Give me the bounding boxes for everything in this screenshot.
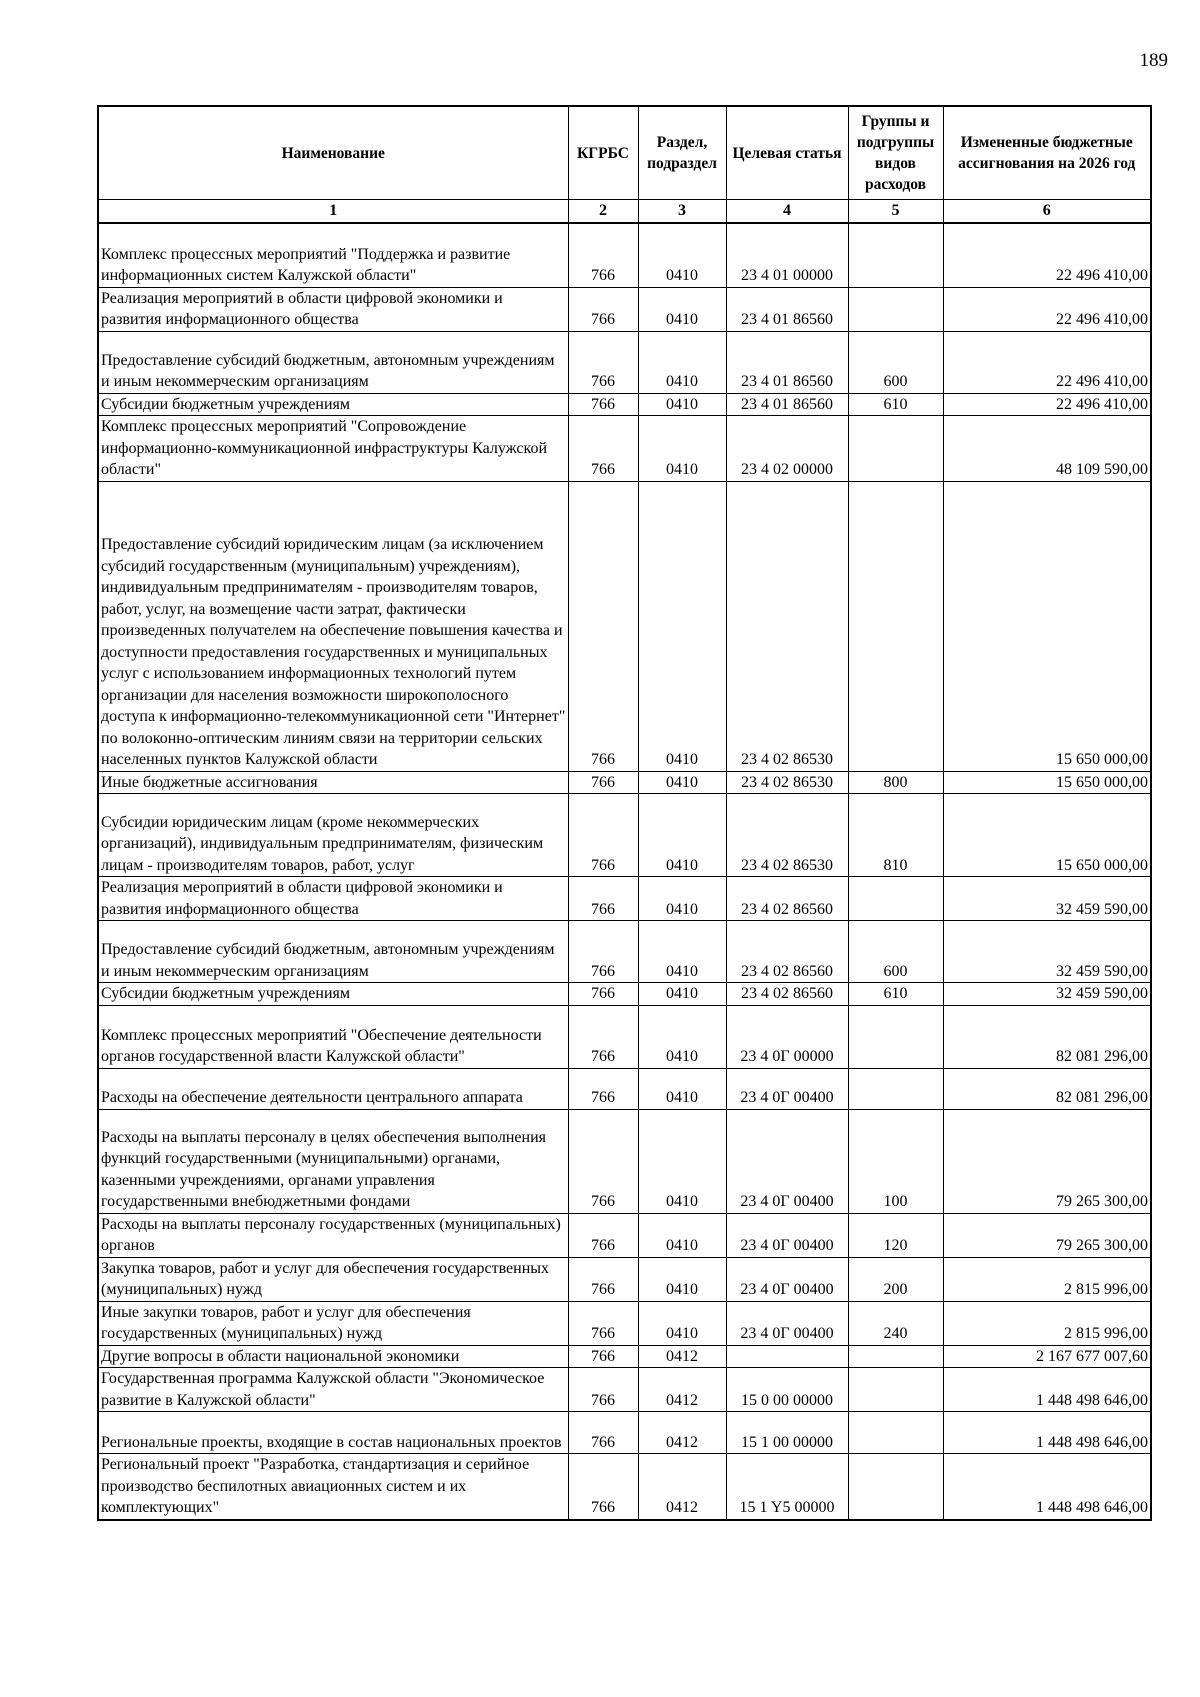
row-target: 23 4 02 86560 bbox=[726, 877, 848, 921]
row-section: 0410 bbox=[638, 1301, 726, 1345]
row-section: 0410 bbox=[638, 1005, 726, 1068]
row-name: Другие вопросы в области национальной экономики bbox=[98, 1345, 568, 1368]
column-number: 4 bbox=[726, 200, 848, 224]
row-name: Предоставление субсидий бюджетным, автономным учреждениям и иным некоммерческим организациям bbox=[98, 921, 568, 983]
row-target: 23 4 0Г 00400 bbox=[726, 1068, 848, 1109]
row-target: 23 4 0Г 00400 bbox=[726, 1301, 848, 1345]
row-group: 610 bbox=[848, 983, 943, 1006]
row-kgrbs: 766 bbox=[568, 1005, 638, 1068]
row-target: 23 4 01 00000 bbox=[726, 223, 848, 287]
row-target: 23 4 0Г 00400 bbox=[726, 1257, 848, 1301]
row-amount: 79 265 300,00 bbox=[943, 1213, 1151, 1257]
row-target: 23 4 02 86530 bbox=[726, 771, 848, 794]
header-row bbox=[98, 106, 1151, 200]
column-number: 1 bbox=[98, 200, 568, 224]
row-target: 15 1 00 00000 bbox=[726, 1412, 848, 1454]
page-number: 189 bbox=[1139, 50, 1168, 71]
row-amount: 22 496 410,00 bbox=[943, 223, 1151, 287]
header-target: Целевая статья bbox=[726, 106, 848, 200]
row-group bbox=[848, 1454, 943, 1520]
row-amount: 32 459 590,00 bbox=[943, 877, 1151, 921]
row-amount: 32 459 590,00 bbox=[943, 983, 1151, 1006]
row-target: 23 4 02 86530 bbox=[726, 794, 848, 877]
header-section: Раздел, подраздел bbox=[638, 106, 726, 200]
row-kgrbs: 766 bbox=[568, 481, 638, 771]
table-row bbox=[98, 877, 1151, 921]
row-kgrbs: 766 bbox=[568, 1412, 638, 1454]
row-target bbox=[726, 1345, 848, 1368]
row-group: 810 bbox=[848, 794, 943, 877]
row-section: 0412 bbox=[638, 1454, 726, 1520]
row-kgrbs: 766 bbox=[568, 1257, 638, 1301]
row-amount: 22 496 410,00 bbox=[943, 393, 1151, 416]
table-row bbox=[98, 1005, 1151, 1068]
row-amount: 2 815 996,00 bbox=[943, 1301, 1151, 1345]
row-name: Расходы на выплаты персоналу государственных (муниципальных) органов bbox=[98, 1213, 568, 1257]
table-row bbox=[98, 1301, 1151, 1345]
row-kgrbs: 766 bbox=[568, 416, 638, 482]
table-row bbox=[98, 1213, 1151, 1257]
row-target: 23 4 0Г 00000 bbox=[726, 1005, 848, 1068]
table-row bbox=[98, 921, 1151, 983]
row-group bbox=[848, 1412, 943, 1454]
row-kgrbs: 766 bbox=[568, 287, 638, 331]
row-name: Субсидии юридическим лицам (кроме некоммерческих организаций), индивидуальным предпринимателям, физическим лицам - производителям товаров, работ, услуг bbox=[98, 794, 568, 877]
row-section: 0412 bbox=[638, 1345, 726, 1368]
table-row bbox=[98, 1454, 1151, 1520]
row-target: 23 4 01 86560 bbox=[726, 331, 848, 393]
row-name: Закупка товаров, работ и услуг для обеспечения государственных (муниципальных) нужд bbox=[98, 1257, 568, 1301]
row-target: 23 4 01 86560 bbox=[726, 287, 848, 331]
row-target: 23 4 02 86530 bbox=[726, 481, 848, 771]
row-section: 0410 bbox=[638, 331, 726, 393]
table-row bbox=[98, 1109, 1151, 1213]
table-row bbox=[98, 1345, 1151, 1368]
row-section: 0410 bbox=[638, 223, 726, 287]
table-row bbox=[98, 223, 1151, 287]
row-kgrbs: 766 bbox=[568, 794, 638, 877]
row-target: 23 4 0Г 00400 bbox=[726, 1213, 848, 1257]
row-kgrbs: 766 bbox=[568, 1068, 638, 1109]
row-target: 23 4 02 86560 bbox=[726, 921, 848, 983]
row-amount: 2 815 996,00 bbox=[943, 1257, 1151, 1301]
row-group: 200 bbox=[848, 1257, 943, 1301]
row-section: 0410 bbox=[638, 1068, 726, 1109]
row-name: Региональные проекты, входящие в состав национальных проектов bbox=[98, 1412, 568, 1454]
row-target: 23 4 02 86560 bbox=[726, 983, 848, 1006]
row-amount: 82 081 296,00 bbox=[943, 1005, 1151, 1068]
row-group: 800 bbox=[848, 771, 943, 794]
row-section: 0412 bbox=[638, 1412, 726, 1454]
column-number: 6 bbox=[943, 200, 1151, 224]
row-kgrbs: 766 bbox=[568, 1109, 638, 1213]
row-target: 23 4 02 00000 bbox=[726, 416, 848, 482]
row-amount: 1 448 498 646,00 bbox=[943, 1368, 1151, 1412]
table-row bbox=[98, 1368, 1151, 1412]
row-target: 23 4 01 86560 bbox=[726, 393, 848, 416]
table-row bbox=[98, 416, 1151, 482]
row-kgrbs: 766 bbox=[568, 223, 638, 287]
row-amount: 22 496 410,00 bbox=[943, 331, 1151, 393]
row-kgrbs: 766 bbox=[568, 1454, 638, 1520]
row-group: 120 bbox=[848, 1213, 943, 1257]
header-amount: Измененные бюджетные ассигнования на 2026 год bbox=[943, 106, 1151, 200]
row-name: Иные бюджетные ассигнования bbox=[98, 771, 568, 794]
row-group bbox=[848, 416, 943, 482]
row-amount: 15 650 000,00 bbox=[943, 794, 1151, 877]
row-group: 600 bbox=[848, 921, 943, 983]
row-section: 0410 bbox=[638, 1213, 726, 1257]
row-name: Иные закупки товаров, работ и услуг для обеспечения государственных (муниципальных) нужд bbox=[98, 1301, 568, 1345]
row-amount: 22 496 410,00 bbox=[943, 287, 1151, 331]
row-kgrbs: 766 bbox=[568, 1213, 638, 1257]
row-section: 0410 bbox=[638, 1109, 726, 1213]
row-section: 0410 bbox=[638, 287, 726, 331]
row-section: 0410 bbox=[638, 416, 726, 482]
row-section: 0410 bbox=[638, 877, 726, 921]
row-group bbox=[848, 1345, 943, 1368]
row-amount: 79 265 300,00 bbox=[943, 1109, 1151, 1213]
row-name: Комплекс процессных мероприятий "Обеспечение деятельности органов государственной власти Калужской области" bbox=[98, 1005, 568, 1068]
row-section: 0410 bbox=[638, 921, 726, 983]
row-name: Региональный проект "Разработка, стандартизация и серийное производство беспилотных авиационных систем и их комплектующих" bbox=[98, 1454, 568, 1520]
table-row bbox=[98, 481, 1151, 771]
row-amount: 2 167 677 007,60 bbox=[943, 1345, 1151, 1368]
row-kgrbs: 766 bbox=[568, 1345, 638, 1368]
table-row bbox=[98, 1412, 1151, 1454]
row-section: 0410 bbox=[638, 771, 726, 794]
row-name: Реализация мероприятий в области цифровой экономики и развития информационного общества bbox=[98, 287, 568, 331]
table-row bbox=[98, 1257, 1151, 1301]
row-kgrbs: 766 bbox=[568, 331, 638, 393]
row-section: 0410 bbox=[638, 1257, 726, 1301]
row-amount: 82 081 296,00 bbox=[943, 1068, 1151, 1109]
row-amount: 15 650 000,00 bbox=[943, 481, 1151, 771]
row-name: Расходы на выплаты персоналу в целях обеспечения выполнения функций государственными (муниципальными) органами, казенными учреждениями, органами управления государственными внебюджетными фондами bbox=[98, 1109, 568, 1213]
row-group bbox=[848, 481, 943, 771]
row-section: 0410 bbox=[638, 393, 726, 416]
row-name: Расходы на обеспечение деятельности центрального аппарата bbox=[98, 1068, 568, 1109]
row-name: Предоставление субсидий юридическим лицам (за исключением субсидий государственным (муниципальным) учреждениям), индивидуальным предпринимателям - производителям товаров, работ, услуг, на возмещение части затрат, фактически произведенных получателем на обеспечение повышения качества и доступности предоставления государственных и муниципальных услуг с использованием информационных технологий путем организации для населения возможности широкополосного доступа к информационно-телекоммуникационной сети "Интернет" по волоконно-оптическим линиям связи на территории сельских населенных пунктов Калужской области bbox=[98, 481, 568, 771]
row-amount: 1 448 498 646,00 bbox=[943, 1454, 1151, 1520]
header-name: Наименование bbox=[98, 106, 568, 200]
row-amount: 32 459 590,00 bbox=[943, 921, 1151, 983]
table-row bbox=[98, 794, 1151, 877]
row-kgrbs: 766 bbox=[568, 877, 638, 921]
row-target: 15 0 00 00000 bbox=[726, 1368, 848, 1412]
row-amount: 48 109 590,00 bbox=[943, 416, 1151, 482]
table-row bbox=[98, 287, 1151, 331]
column-number: 3 bbox=[638, 200, 726, 224]
table-row bbox=[98, 983, 1151, 1006]
row-group: 100 bbox=[848, 1109, 943, 1213]
row-name: Субсидии бюджетным учреждениям bbox=[98, 983, 568, 1006]
table-row bbox=[98, 393, 1151, 416]
row-group: 610 bbox=[848, 393, 943, 416]
row-kgrbs: 766 bbox=[568, 393, 638, 416]
row-group bbox=[848, 1368, 943, 1412]
row-target: 15 1 Y5 00000 bbox=[726, 1454, 848, 1520]
row-kgrbs: 766 bbox=[568, 921, 638, 983]
row-kgrbs: 766 bbox=[568, 771, 638, 794]
header-groups: Группы и подгруппы видов расходов bbox=[848, 106, 943, 200]
row-group: 240 bbox=[848, 1301, 943, 1345]
row-group bbox=[848, 877, 943, 921]
row-name: Реализация мероприятий в области цифровой экономики и развития информационного общества bbox=[98, 877, 568, 921]
row-group bbox=[848, 287, 943, 331]
row-section: 0410 bbox=[638, 983, 726, 1006]
table-row bbox=[98, 771, 1151, 794]
row-kgrbs: 766 bbox=[568, 983, 638, 1006]
header-kgrbs: КГРБС bbox=[568, 106, 638, 200]
row-group bbox=[848, 223, 943, 287]
row-name: Комплекс процессных мероприятий "Поддержка и развитие информационных систем Калужской области" bbox=[98, 223, 568, 287]
column-number-row bbox=[98, 200, 1151, 224]
row-amount: 1 448 498 646,00 bbox=[943, 1412, 1151, 1454]
row-name: Комплекс процессных мероприятий "Сопровождение информационно-коммуникационной инфраструктуры Калужской области" bbox=[98, 416, 568, 482]
row-section: 0410 bbox=[638, 794, 726, 877]
row-group: 600 bbox=[848, 331, 943, 393]
row-kgrbs: 766 bbox=[568, 1368, 638, 1412]
table-row bbox=[98, 331, 1151, 393]
table-row bbox=[98, 1068, 1151, 1109]
row-name: Государственная программа Калужской области "Экономическое развитие в Калужской области" bbox=[98, 1368, 568, 1412]
row-target: 23 4 0Г 00400 bbox=[726, 1109, 848, 1213]
row-name: Предоставление субсидий бюджетным, автономным учреждениям и иным некоммерческим организациям bbox=[98, 331, 568, 393]
row-group bbox=[848, 1068, 943, 1109]
row-section: 0410 bbox=[638, 481, 726, 771]
column-number: 5 bbox=[848, 200, 943, 224]
row-section: 0412 bbox=[638, 1368, 726, 1412]
row-name: Субсидии бюджетным учреждениям bbox=[98, 393, 568, 416]
row-kgrbs: 766 bbox=[568, 1301, 638, 1345]
row-group bbox=[848, 1005, 943, 1068]
row-amount: 15 650 000,00 bbox=[943, 771, 1151, 794]
column-number: 2 bbox=[568, 200, 638, 224]
budget-table bbox=[97, 105, 1152, 1521]
